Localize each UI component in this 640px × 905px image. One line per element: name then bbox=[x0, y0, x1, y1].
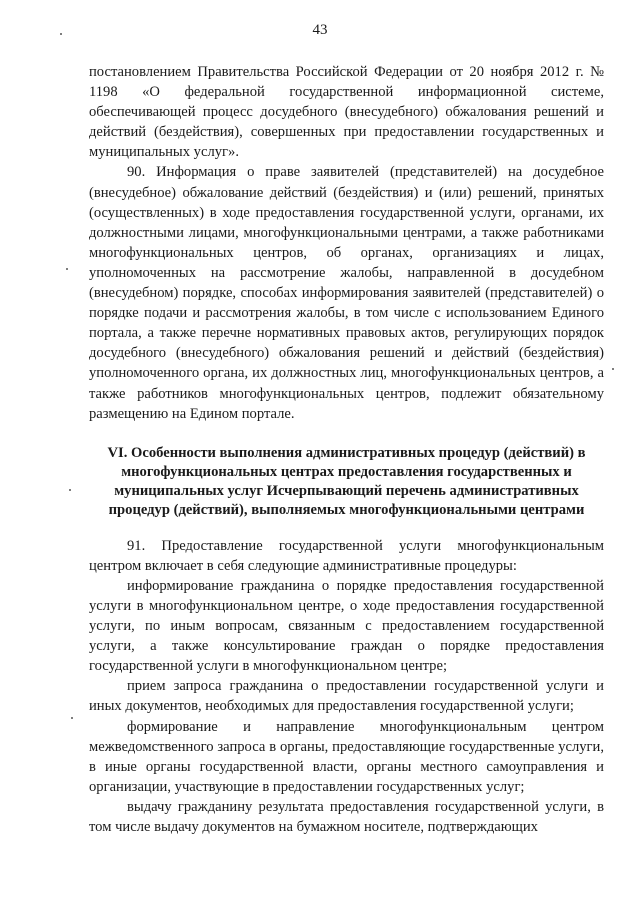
paragraph-90: 90. Информация о праве заявителей (представителей) на досудебное (внесудебное) обжалование действий (бездействия) и (или) решений, принятых (осуществленных) в ходе предоставления государственной услуги, органами, их должностными лицами, многофункциональными центрами, а также работниками многофункциональных центров, об органах, организациях и лицах, уполномоченных на рассмотрение жалобы, направленной в досудебном (внесудебном) порядке, способах информирования заявителей (представителей) о порядке подачи и рассмотрения жалобы, в том числе с использованием Единого портала, а также перечне нормативных правовых актов, регулирующих порядок досудебного (внесудебного) обжалования решений и действий (бездействия) уполномоченного органа, их должностных лиц, многофункциональных центров, а также работников многофункциональных центров, подлежит обязательному размещению на Едином портале. bbox=[89, 164, 604, 422]
paragraph-continuation: постановлением Правительства Российской Федерации от 20 ноября 2012 г. № 1198 «О федеральной государственной информационной системе, обеспечивающей процесс досудебного (внесудебного) обжалования решений и действий (бездействия), совершенных при предоставлении государственных и муниципальных услуг». bbox=[89, 64, 604, 161]
list-item-issuance: выдачу гражданину результата предоставления государственной услуги, в том числе выдачу документов на бумажном носителе, подтверждающих bbox=[89, 798, 604, 835]
scan-speck bbox=[69, 489, 71, 491]
page-content bbox=[89, 62, 604, 837]
page-number: 43 bbox=[312, 22, 328, 38]
scan-speck bbox=[66, 268, 68, 270]
scan-speck bbox=[60, 33, 62, 35]
section-heading: VI. Особенности выполнения административных процедур (действий) в многофункциональных центрах предоставления государственных и муниципальных услуг Исчерпывающий перечень административных процедур (действий), выполняемых многофункциональными центрами bbox=[107, 444, 586, 518]
scan-speck bbox=[612, 368, 614, 370]
list-item-interagency-request: формирование и направление многофункциональным центром межведомственного запроса в органы, предоставляющие государственные услуги, в иные органы государственной власти, органы местного самоуправления и организации, участвующие в предоставлении государственных услуг; bbox=[89, 718, 604, 795]
paragraph-91: 91. Предоставление государственной услуги многофункциональным центром включает в себя следующие административные процедуры: bbox=[89, 537, 604, 574]
list-item-informing: информирование гражданина о порядке предоставления государственной услуги в многофункциональном центре, о ходе предоставления государственной услуги, по иным вопросам, связанным с предоставлением государственной услуги, а также консультирование граждан о порядке предоставления государственной услуги в многофункциональном центре; bbox=[89, 577, 604, 675]
list-item-reception: прием запроса гражданина о предоставлении государственной услуги и иных документов, необходимых для предоставления государственной услуги; bbox=[89, 678, 604, 715]
scan-speck bbox=[71, 717, 73, 719]
